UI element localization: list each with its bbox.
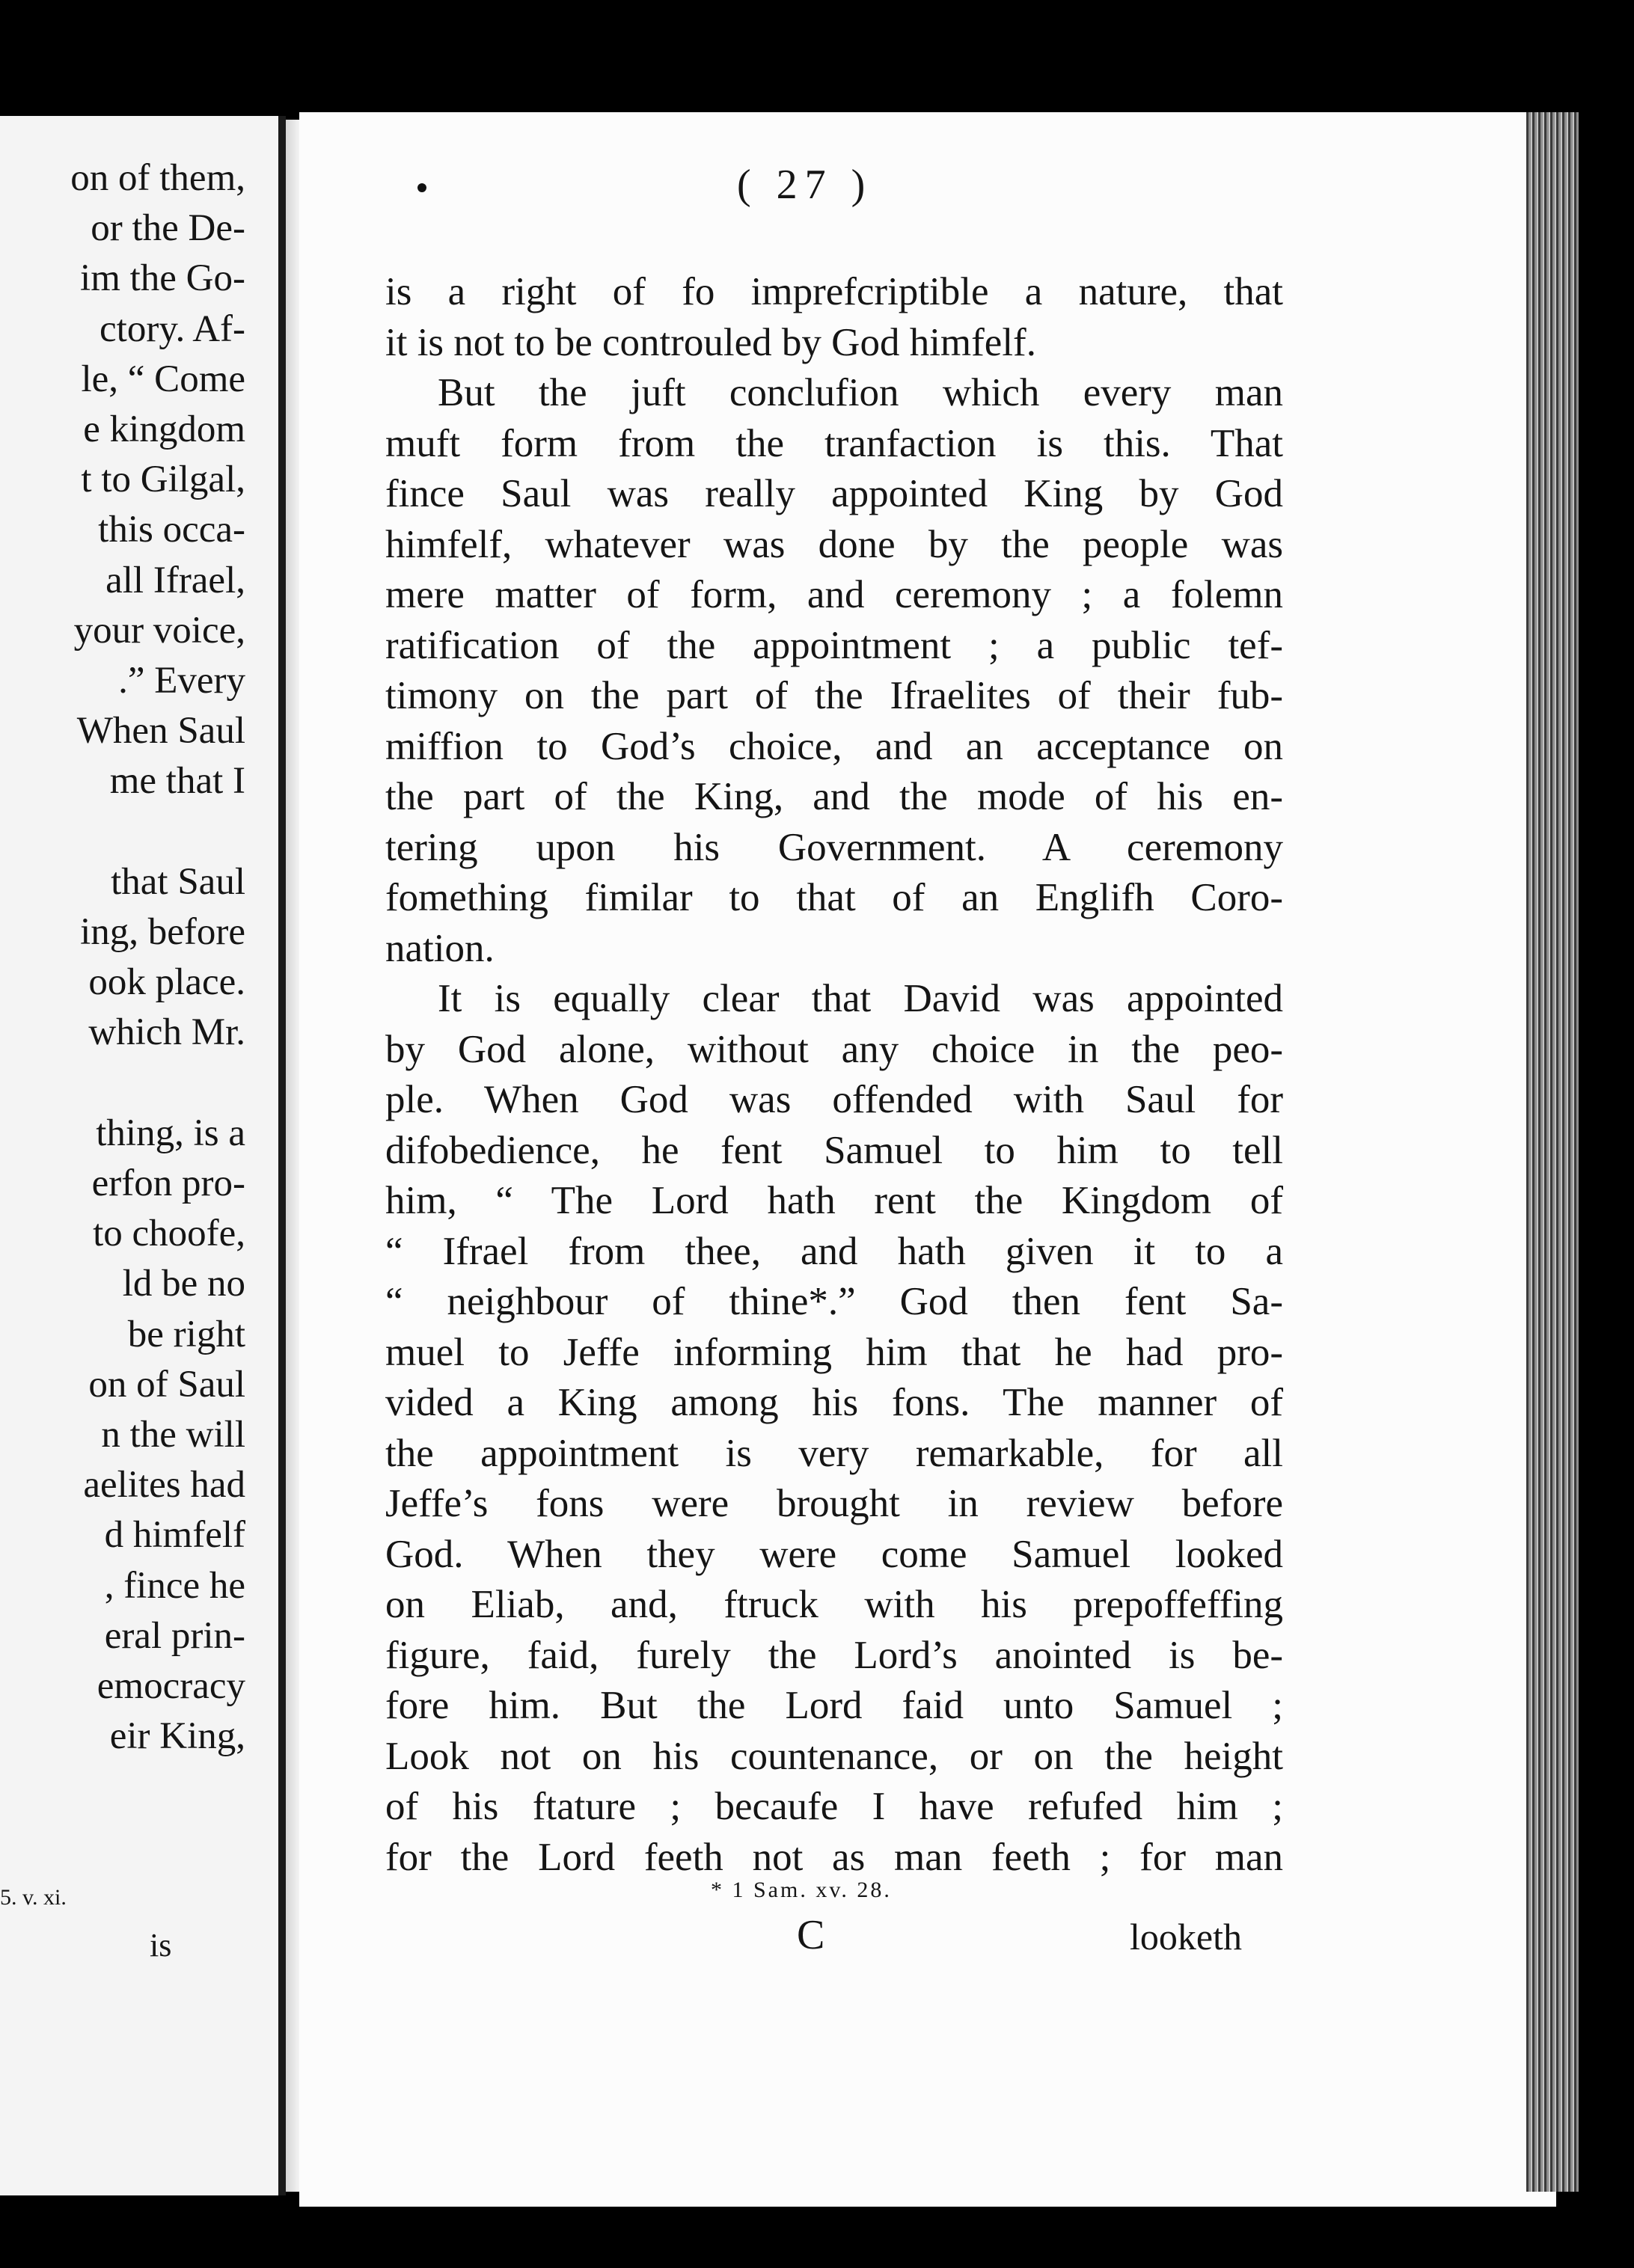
body-text-line: him, “ The Lord hath rent the Kingdom of bbox=[385, 1179, 1283, 1222]
left-text-line: thing, is a bbox=[96, 1112, 245, 1154]
body-text-line: the part of the King, and the mode of his en- bbox=[385, 775, 1283, 818]
left-text-line: your voice, bbox=[73, 609, 245, 652]
left-text-line: me that I bbox=[109, 760, 245, 803]
body-text-line: on Eliab, and, ftruck with his prepoffeffing bbox=[385, 1583, 1283, 1626]
body-text-line: Jeffe’s fons were brought in review before bbox=[385, 1482, 1283, 1525]
body-text-line: of his ftature ; becaufe I have refufed him ; bbox=[385, 1785, 1283, 1828]
left-text-line: be right bbox=[127, 1313, 245, 1355]
body-text-line: “ Ifrael from thee, and hath given it to a bbox=[385, 1229, 1283, 1273]
body-text-line: vided a King among his fons. The manner of bbox=[385, 1381, 1283, 1424]
left-page bbox=[0, 116, 286, 2195]
body-text-line: the appointment is very remarkable, for all bbox=[385, 1431, 1283, 1475]
body-text-line: It is equally clear that David was appointed bbox=[438, 977, 1283, 1020]
left-text-line: ld be no bbox=[122, 1263, 245, 1305]
left-text-line: , fince he bbox=[104, 1564, 245, 1607]
left-text-line: eral prin- bbox=[104, 1614, 245, 1657]
left-text-line: on of Saul bbox=[88, 1363, 245, 1406]
left-text-line: e kingdom bbox=[83, 408, 245, 450]
page-edges bbox=[1526, 112, 1579, 2192]
body-text-line: mere matter of form, and ceremony ; a folemn bbox=[385, 573, 1283, 616]
catchword: looketh bbox=[1130, 1916, 1242, 1958]
left-text-line: ctory. Af- bbox=[100, 307, 245, 350]
left-text-line: which Mr. bbox=[88, 1011, 245, 1054]
body-text-line: muel to Jeffe informing him that he had pro- bbox=[385, 1330, 1283, 1374]
left-text-line: that Saul bbox=[111, 860, 245, 903]
left-text-line: on of them, bbox=[70, 157, 245, 199]
signature-mark: C bbox=[797, 1912, 825, 1958]
body-text-line: Look not on his countenance, or on the height bbox=[385, 1734, 1283, 1778]
body-text-line: it is not to be controuled by God himfelf. bbox=[385, 320, 1036, 364]
body-text-line: for the Lord feeth not as man feeth ; for man bbox=[385, 1835, 1283, 1879]
left-text-line: d himfelf bbox=[104, 1514, 245, 1557]
body-text-line: tering upon his Government. A ceremony bbox=[385, 825, 1283, 869]
body-text-line: ratification of the appointment ; a public tef- bbox=[385, 623, 1283, 667]
left-text-line: aelites had bbox=[83, 1464, 245, 1507]
left-text-line: .” Every bbox=[118, 660, 245, 702]
left-text-line: t to Gilgal, bbox=[81, 459, 245, 501]
left-text-line: n the will bbox=[101, 1414, 245, 1456]
body-text-line: difobedience, he fent Samuel to him to tell bbox=[385, 1128, 1283, 1172]
body-text-line: nation. bbox=[385, 926, 495, 970]
body-text-line: miffion to God’s choice, and an acceptance on bbox=[385, 724, 1283, 768]
body-text-line: fince Saul was really appointed King by God bbox=[385, 472, 1283, 515]
left-text-line: this occa- bbox=[98, 509, 245, 551]
left-catchword: is bbox=[150, 1927, 172, 1964]
body-text-line: by God alone, without any choice in the peo- bbox=[385, 1027, 1283, 1071]
body-text-line: “ neighbour of thine*.” God then fent Sa- bbox=[385, 1280, 1283, 1323]
body-text-line: fomething fimilar to that of an Englifh Coro- bbox=[385, 876, 1283, 919]
footnote: * 1 Sam. xv. 28. bbox=[711, 1878, 892, 1902]
body-text-line: fore him. But the Lord faid unto Samuel ; bbox=[385, 1684, 1283, 1727]
left-text-line: or the De- bbox=[91, 207, 245, 250]
left-text-line: erfon pro- bbox=[91, 1162, 245, 1204]
left-text-line: ing, before bbox=[80, 911, 245, 953]
left-text-line: all Ifrael, bbox=[105, 559, 245, 601]
body-text-line: is a right of fo imprefcriptible a nature, that bbox=[385, 270, 1283, 313]
left-text-line: emocracy bbox=[97, 1665, 245, 1707]
left-text-line: to choofe, bbox=[93, 1213, 245, 1255]
left-text-line: When Saul bbox=[76, 710, 245, 753]
left-text-line: ook place. bbox=[88, 961, 245, 1004]
page-number: ( 27 ) bbox=[737, 162, 873, 208]
left-text-line: le, “ Come bbox=[81, 358, 245, 400]
body-text-line: But the juft conclufion which every man bbox=[438, 371, 1283, 414]
left-footnote: 5. v. xi. bbox=[0, 1885, 67, 1910]
body-text-line: himfelf, whatever was done by the people was bbox=[385, 522, 1283, 566]
left-text-line: eir King, bbox=[109, 1715, 245, 1758]
printer-mark bbox=[417, 183, 426, 192]
body-text-line: ple. When God was offended with Saul for bbox=[385, 1078, 1283, 1121]
left-text-line: im the Go- bbox=[80, 257, 245, 300]
body-text-line: muft form from the tranfaction is this. That bbox=[385, 421, 1283, 465]
body-text-line: figure, faid, furely the Lord’s anointed is be- bbox=[385, 1633, 1283, 1677]
body-text-line: timony on the part of the Ifraelites of their fub- bbox=[385, 674, 1283, 717]
body-text-line: God. When they were come Samuel looked bbox=[385, 1532, 1283, 1576]
